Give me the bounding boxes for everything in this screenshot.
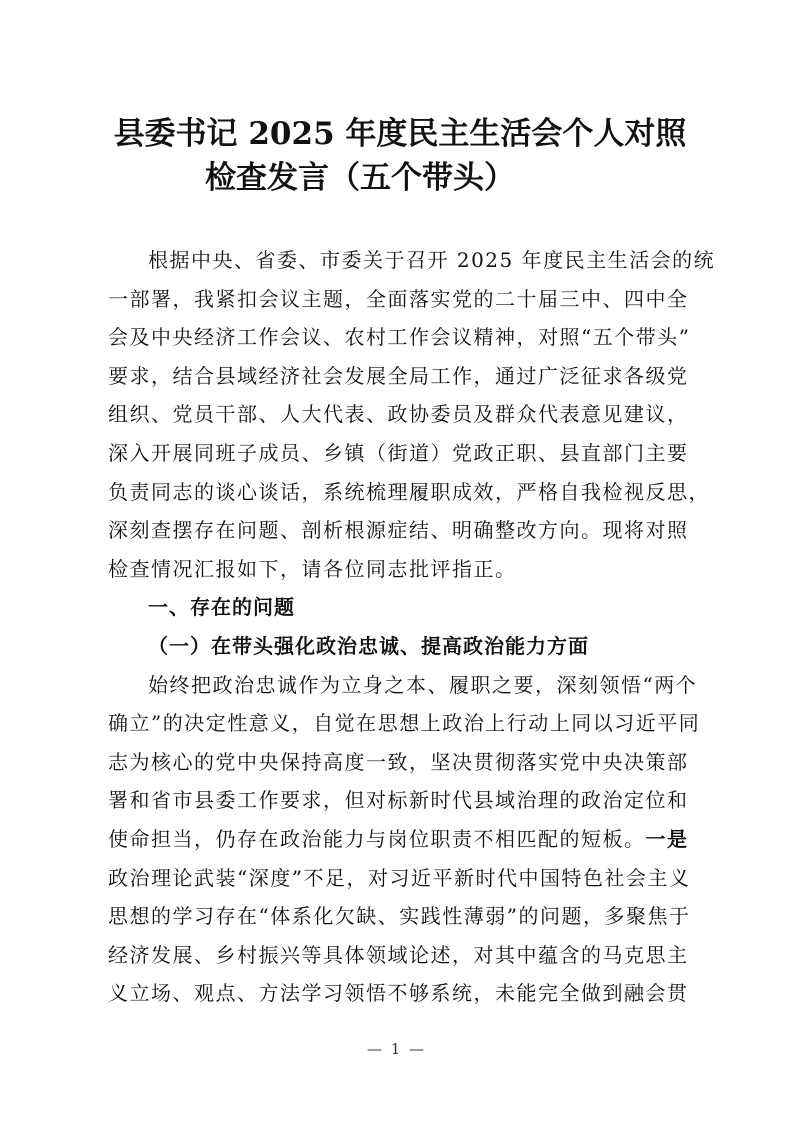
intro-line: 根据中央、省委、市委关于召开 2025 年度民主生活会的统 [148,248,716,272]
body-line-with-emphasis [108,820,690,859]
intro-line: 检查情况汇报如下，请各位同志批评指正。 [108,556,517,581]
intro-line: 会及中央经济工作会议、农村工作会议精神，对照“五个带头” [108,325,691,350]
intro-line: 组织、党员干部、人大代表、政协委员及群众代表意见建议， [108,402,689,427]
intro-line: 深入开展同班子成员、乡镇（街道）党政正职、县直部门主要 [108,440,689,465]
body-line: 政治理论武装“深度”不足，对习近平新时代中国特色社会主义 [108,865,691,890]
body-line: 署和省市县委工作要求，但对标新时代县域治理的政治定位和 [108,788,689,813]
emphasis-text: 一是 [645,826,689,851]
document-title-line-1: 县委书记 2025 年度民主生活会个人对照 [113,116,687,152]
body-line: 思想的学习存在“体系化欠缺、实践性薄弱”的问题，多聚焦于 [108,904,691,929]
body-line: 义立场、观点、方法学习领悟不够系统，未能完全做到融会贯 [108,981,689,1006]
body-line: 确立”的决定性意义，自觉在思想上政治上行动上同以习近平同 [108,711,701,736]
section-subheading: （一）在带头强化政治忠诚、提高政治能力方面 [148,633,589,658]
body-line-text: 使命担当，仍存在政治能力与岗位职责不相匹配的短板。 [108,826,646,851]
body-line: 始终把政治忠诚作为立身之本、履职之要，深刻领悟“两个 [148,672,698,697]
intro-line: 深刻查摆存在问题、剖析根源症结、明确整改方向。现将对照 [108,518,689,543]
body-line: 志为核心的党中央保持高度一致，坚决贯彻落实党中央决策部 [108,749,689,774]
intro-line: 一部署，我紧扣会议主题，全面落实党的二十届三中、四中全 [108,286,689,311]
intro-line: 要求，结合县域经济社会发展全局工作，通过广泛征求各级党 [108,363,689,388]
body-line: 经济发展、乡村振兴等具体领域论述，对其中蕴含的马克思主 [108,942,689,967]
document-title-line-2: 检查发言（五个带头） [205,160,515,196]
document-body [108,241,716,1013]
intro-line: 负责同志的谈心谈话，系统梳理履职成效，严格自我检视反思， [108,479,710,504]
page-number: — 1 — [366,1040,427,1058]
section-heading: 一、存在的问题 [148,595,295,620]
